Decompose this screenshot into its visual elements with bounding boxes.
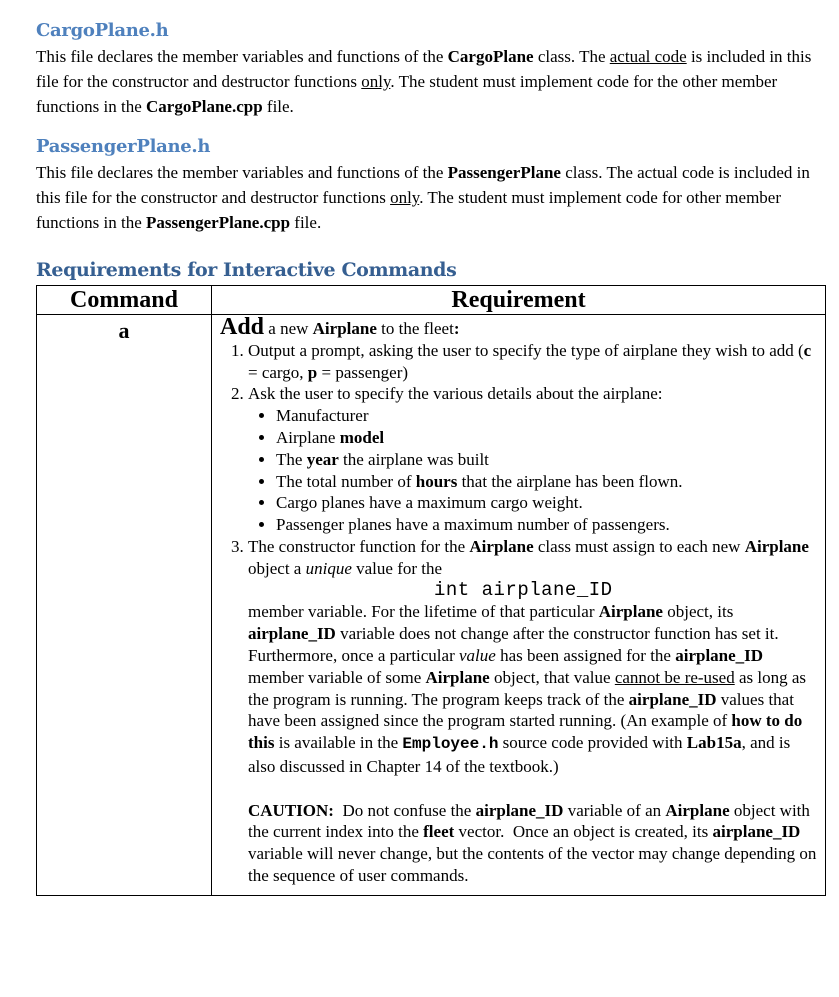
add-command-title: Add a new Airplane to the fleet: bbox=[220, 314, 460, 340]
requirement-cell bbox=[212, 315, 826, 896]
detail-passengers: • Passenger planes have a maximum number of passengers. bbox=[276, 514, 817, 536]
table-header-row bbox=[37, 286, 826, 315]
requirements-heading: Requirements for Interactive Commands bbox=[36, 259, 457, 281]
step-1: 1. Output a prompt, asking the user to specify the type of airplane they wish to add (c = cargo, p = passenger) bbox=[248, 340, 817, 384]
cargoplane-heading: CargoPlane.h bbox=[36, 20, 169, 41]
detail-year: • The year the airplane was built bbox=[276, 449, 817, 471]
passengerplane-heading: PassengerPlane.h bbox=[36, 136, 211, 157]
spacer bbox=[248, 778, 817, 800]
cargoplane-description: This file declares the member variables and functions of the CargoPlane class. The actual code is included in this file for the constructor and destructor functions only. The student must implement code for the other member functions in the CargoPlane.cpp file. bbox=[36, 47, 812, 116]
column-header-command: Command bbox=[37, 286, 212, 315]
step-2: 2. Ask the user to specify the various details about the airplane: • Manufacturer • Airplane model • The year the airplane was built • The total number of hours that the airplane has been flown. • Cargo planes have a maximum cargo weight. • Passenger planes have a maximum number of passengers. bbox=[248, 383, 817, 536]
column-header-requirement: Requirement bbox=[212, 286, 826, 315]
detail-manufacturer: • Manufacturer bbox=[276, 405, 817, 427]
passengerplane-description: This file declares the member variables and functions of the PassengerPlane class. The actual code is included in this file for the constructor and destructor functions only. The student must implement code for other member functions in the PassengerPlane.cpp file. bbox=[36, 163, 810, 232]
step-3 bbox=[248, 536, 817, 887]
airplane-details-list bbox=[248, 405, 817, 536]
command-cell: a bbox=[37, 315, 212, 896]
airplane-id-code: int airplane_ID bbox=[434, 578, 613, 601]
caution-note: CAUTION: Do not confuse the airplane_ID variable of an Airplane object with the current index into the fleet vector. Once an object is created, its airplane_ID variable will never change, but the contents of the vector may change depending on the sequence of user commands. bbox=[248, 800, 817, 885]
detail-hours: • The total number of hours that the airplane has been flown. bbox=[276, 471, 817, 493]
detail-cargo-weight: • Cargo planes have a maximum cargo weight. bbox=[276, 492, 817, 514]
step-3-uniqueness: Furthermore, once a particular value has been assigned for the airplane_ID member variable of some Airplane object, that value cannot be re-used as long as the program is running. The program keeps track of the airplane_ID values that have been assigned since the program started running. (An example of how to do this is available in the Employee.h source code provided with Lab15a, and is also discussed in Chapter 14 of the textbook.) bbox=[248, 645, 807, 776]
step-3-lifetime: member variable. For the lifetime of that particular Airplane object, its airplane_ID variable does not change after the constructor function has set it. bbox=[248, 602, 779, 644]
requirement-steps bbox=[220, 340, 817, 887]
detail-model: • Airplane model bbox=[276, 427, 817, 449]
step-3-intro: 3. The constructor function for the Airplane class must assign to each new Airplane object a unique value for the bbox=[248, 536, 809, 578]
document-page bbox=[36, 18, 826, 896]
table-row bbox=[37, 315, 826, 896]
requirements-table bbox=[36, 285, 826, 896]
